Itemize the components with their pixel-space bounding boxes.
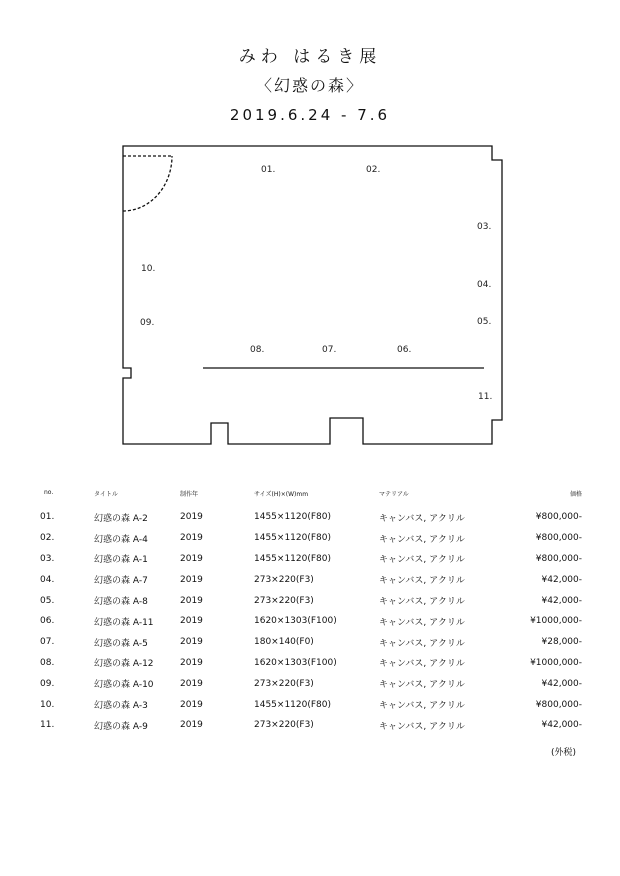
table-row [24,715,584,736]
table-header-row [24,489,584,507]
plan-label-05: 05. [477,317,492,327]
cell-size: 1455×1120(F80) [254,699,332,710]
column-header-no: no. [44,489,54,496]
table-row [24,632,584,653]
cell-material: キャンバス, アクリル [379,659,465,670]
tax-note: (外税) [550,748,576,758]
table-row [24,653,584,674]
plan-label-07: 07. [322,345,337,355]
cell-year: 2019 [180,616,203,627]
table-row [24,569,584,590]
column-header-size: サイズ(H)×(W)mm [254,491,309,498]
column-header-price: 価格 [569,491,582,498]
cell-no: 02. [40,533,55,544]
cell-no: 03. [40,553,55,564]
column-header-material: マテリアル [379,491,409,498]
column-header-title: タイトル [94,491,118,498]
cell-price: ¥800,000- [535,512,582,523]
cell-material: キャンバス, アクリル [379,534,465,545]
cell-material: キャンバス, アクリル [379,638,465,649]
plan-label-08: 08. [250,345,265,355]
cell-no: 11. [40,720,55,731]
table-row [24,673,584,694]
cell-no: 05. [40,595,55,606]
cell-no: 09. [40,678,55,689]
cell-size: 273×220(F3) [254,720,314,731]
cell-material: キャンバス, アクリル [379,597,465,608]
cell-year: 2019 [180,574,203,585]
cell-size: 1455×1120(F80) [254,512,332,523]
cell-title: 幻惑の森 A-5 [94,638,148,649]
cell-price: ¥800,000- [535,699,582,710]
cell-no: 10. [40,699,55,710]
plan-label-03: 03. [477,222,492,232]
cell-material: キャンバス, アクリル [379,680,465,691]
cell-no: 06. [40,616,55,627]
table-row [24,590,584,611]
cell-size: 1620×1303(F100) [254,616,337,627]
cell-no: 01. [40,512,55,523]
plan-label-10: 10. [141,264,156,274]
cell-title: 幻惑の森 A-2 [94,513,148,524]
cell-no: 04. [40,574,55,585]
cell-year: 2019 [180,657,203,668]
table-row [24,507,584,528]
cell-size: 1455×1120(F80) [254,553,332,564]
cell-size: 180×140(F0) [254,637,314,648]
exhibition-subtitle: 〈幻惑の森〉 [255,76,364,95]
exhibition-title: みわ はるき展 [238,47,382,67]
cell-price: ¥28,000- [541,637,582,648]
plan-label-01: 01. [261,165,276,175]
cell-material: キャンバス, アクリル [379,721,465,732]
door-swing-arc [123,156,172,211]
cell-title: 幻惑の森 A-4 [94,534,148,545]
cell-year: 2019 [180,533,203,544]
cell-price: ¥42,000- [541,574,582,585]
cell-price: ¥42,000- [541,720,582,731]
cell-year: 2019 [180,678,203,689]
cell-no: 07. [40,637,55,648]
cell-material: キャンバス, アクリル [379,513,465,524]
cell-title: 幻惑の森 A-10 [94,680,154,691]
cell-price: ¥1000,000- [530,657,582,668]
cell-material: キャンバス, アクリル [379,576,465,587]
column-header-year: 制作年 [180,491,199,498]
cell-size: 273×220(F3) [254,574,314,585]
cell-price: ¥800,000- [535,553,582,564]
table-row [24,549,584,570]
gallery-walls [123,146,502,444]
cell-price: ¥1000,000- [530,616,582,627]
cell-size: 273×220(F3) [254,595,314,606]
cell-material: キャンバス, アクリル [379,701,465,712]
cell-price: ¥42,000- [541,595,582,606]
cell-size: 1455×1120(F80) [254,533,332,544]
cell-size: 273×220(F3) [254,678,314,689]
cell-material: キャンバス, アクリル [379,555,465,566]
cell-title: 幻惑の森 A-7 [94,576,148,587]
cell-title: 幻惑の森 A-1 [94,555,148,566]
plan-label-06: 06. [397,345,412,355]
cell-title: 幻惑の森 A-12 [94,659,154,670]
cell-title: 幻惑の森 A-9 [94,721,148,732]
cell-price: ¥800,000- [535,533,582,544]
cell-price: ¥42,000- [541,678,582,689]
cell-year: 2019 [180,595,203,606]
table-row [24,694,584,715]
table-row [24,528,584,549]
cell-no: 08. [40,657,55,668]
cell-title: 幻惑の森 A-8 [94,597,148,608]
cell-year: 2019 [180,699,203,710]
plan-label-04: 04. [477,280,492,290]
table-row [24,611,584,632]
cell-year: 2019 [180,512,203,523]
plan-label-09: 09. [140,318,155,328]
cell-year: 2019 [180,637,203,648]
exhibition-dates: 2019.6.24 - 7.6 [229,106,391,124]
cell-material: キャンバス, アクリル [379,617,465,628]
artwork-table [24,489,584,736]
cell-year: 2019 [180,720,203,731]
cell-title: 幻惑の森 A-3 [94,701,148,712]
cell-year: 2019 [180,553,203,564]
cell-size: 1620×1303(F100) [254,657,337,668]
plan-label-02: 02. [366,165,381,175]
plan-label-11: 11. [478,392,493,402]
cell-title: 幻惑の森 A-11 [94,617,154,628]
